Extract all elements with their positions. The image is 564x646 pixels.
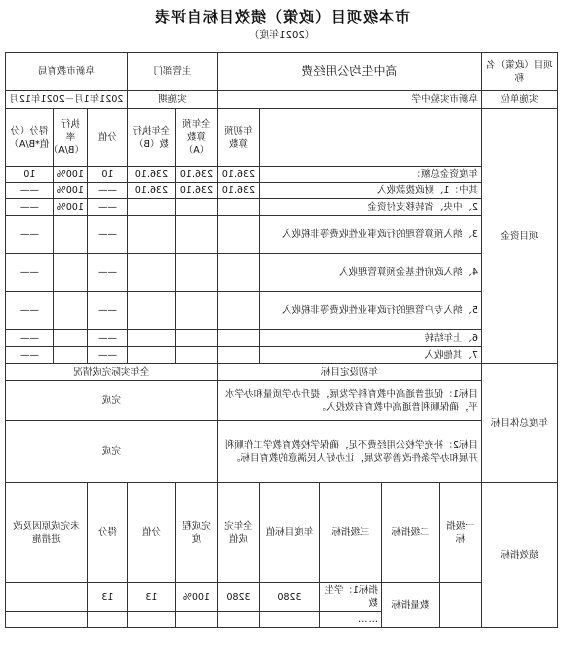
- ind-col-rate: 完成程度: [175, 483, 217, 583]
- indicator-rate: [175, 612, 217, 628]
- funds-row-label: 年度资金总额：: [260, 167, 482, 183]
- indicator-level1: [440, 583, 482, 628]
- goal-actual: 完成: [5, 381, 217, 421]
- ind-col-level3: 三级指标: [320, 483, 382, 583]
- document-title: 市本级项目（政策）绩效目标自评表: [154, 8, 411, 26]
- funds-cell: [175, 292, 217, 330]
- funds-row-label: 3、纳入预算管理的行政事业性收费等非税收入: [260, 216, 482, 254]
- indicator-level2: 数量指标: [382, 583, 440, 628]
- project-name-label: 项目（政策）名称: [482, 53, 558, 91]
- funds-cell: 236.10: [175, 167, 217, 183]
- indicator-rate: 100%: [175, 583, 217, 612]
- funds-cell: [53, 254, 87, 292]
- indicator-level3: 指标1：学生数: [320, 583, 382, 612]
- ind-col-done: 全年完成值: [217, 483, 259, 583]
- indicator-header-row: [5, 483, 557, 583]
- indicators-section-label: 绩效指标: [482, 483, 558, 628]
- funds-cell: [53, 347, 87, 364]
- funds-cell: [175, 199, 217, 216]
- goals-actual-header: 全年实际完成情况: [5, 364, 217, 381]
- funds-cell: ——: [87, 183, 127, 199]
- funds-cell: ——: [5, 199, 53, 216]
- funds-cell: [127, 292, 175, 330]
- funds-row-label: 2、中央、省转移支付资金: [260, 199, 482, 216]
- funds-header-row: [5, 109, 557, 167]
- dept-value: 阜新市教育局: [5, 53, 127, 91]
- unit-value: 阜新市实验中学: [217, 91, 481, 109]
- funds-row: [5, 167, 557, 183]
- funds-cell: [175, 347, 217, 364]
- funds-col-budget: 全年预算数（A）: [175, 109, 217, 167]
- project-name: 高中生均公用经费: [217, 53, 481, 91]
- unit-row: [5, 91, 557, 109]
- funds-cell: [217, 347, 259, 364]
- funds-cell: ——: [87, 330, 127, 347]
- funds-row-label: 5、纳入专户管理的行政事业性收费等非税收入: [260, 292, 482, 330]
- funds-cell: ——: [87, 254, 127, 292]
- funds-col-score: 得分（分值*B/A）: [5, 109, 53, 167]
- funds-cell: 100%: [53, 199, 87, 216]
- funds-cell: 236.10: [217, 167, 259, 183]
- funds-row: [5, 330, 557, 347]
- funds-cell: [175, 330, 217, 347]
- funds-row: [5, 216, 557, 254]
- period-value: 2021年1月－2021年12月: [5, 91, 127, 109]
- funds-cell: 100%: [53, 183, 87, 199]
- funds-col-rate: 执行率（B/A）: [53, 109, 87, 167]
- ind-col-points: 分值: [127, 483, 175, 583]
- funds-cell: ——: [5, 183, 53, 199]
- funds-cell: [127, 254, 175, 292]
- goal-plan: 目标2：补充学校公用经费不足，确保学校教育教学工作顺利开展和办学条件改善等发展，让办好人民满意的教育目标。: [217, 421, 481, 483]
- goal-row: [5, 381, 557, 421]
- indicator-done: 3280: [217, 583, 259, 612]
- funds-cell: [53, 330, 87, 347]
- indicator-points: 13: [127, 583, 175, 612]
- indicator-target: 3280: [260, 583, 320, 612]
- funds-col-points: 分值: [87, 109, 127, 167]
- goals-plan-header: 年初设定目标: [217, 364, 481, 381]
- ind-col-target: 年度目标值: [260, 483, 320, 583]
- funds-cell: ——: [87, 347, 127, 364]
- funds-row: [5, 254, 557, 292]
- funds-cell: ——: [87, 292, 127, 330]
- funds-cell: [53, 216, 87, 254]
- funds-cell: 236.10: [217, 183, 259, 199]
- funds-col-executed: 全年执行数（B）: [127, 109, 175, 167]
- indicator-reason: [5, 583, 87, 612]
- ind-col-level2: 二级指标: [382, 483, 440, 583]
- funds-cell: [217, 330, 259, 347]
- goals-section-label: 年度总体目标: [482, 364, 558, 483]
- indicator-target: [260, 612, 320, 628]
- funds-row: [5, 199, 557, 216]
- ind-col-level1: 一级指标: [440, 483, 482, 583]
- funds-cell: [217, 199, 259, 216]
- goals-header-row: [5, 364, 557, 381]
- ind-col-reason: 未完成原因及改进措施: [5, 483, 87, 583]
- funds-cell: 236.10: [127, 183, 175, 199]
- funds-row: [5, 292, 557, 330]
- indicator-done: [217, 612, 259, 628]
- document-subtitle: （2021年度）: [249, 30, 315, 41]
- indicator-level3: ……: [320, 612, 382, 628]
- indicator-row: [5, 583, 557, 612]
- funds-row: [5, 347, 557, 364]
- funds-cell: [127, 347, 175, 364]
- funds-cell: [53, 292, 87, 330]
- indicator-points: [127, 612, 175, 628]
- funds-row-label: 6、上年结转: [260, 330, 482, 347]
- indicator-score: 13: [87, 583, 127, 612]
- funds-cell: [175, 216, 217, 254]
- funds-cell: ——: [5, 347, 53, 364]
- project-name-row: [5, 53, 557, 91]
- goal-actual: 完成: [5, 421, 217, 483]
- funds-cell: ——: [87, 216, 127, 254]
- funds-cell: ——: [5, 254, 53, 292]
- funds-cell: [217, 254, 259, 292]
- funds-cell: [175, 254, 217, 292]
- funds-cell: [217, 216, 259, 254]
- funds-cell: [127, 330, 175, 347]
- goal-plan: 目标1：促进普通高中教育科学发展，提升办学质量和办学水平，确保顺利普通高中教育有效投入。: [217, 381, 481, 421]
- funds-row-label: 其中：1、财政拨款收入: [260, 183, 482, 199]
- evaluation-table: [5, 52, 558, 628]
- funds-cell: ——: [5, 216, 53, 254]
- funds-cell: ——: [5, 330, 53, 347]
- funds-cell: 236.10: [175, 183, 217, 199]
- dept-label: 主管部门: [127, 53, 217, 91]
- funds-cell: ——: [5, 292, 53, 330]
- funds-cell: [127, 216, 175, 254]
- funds-row: [5, 183, 557, 199]
- funds-cell: 10: [5, 167, 53, 183]
- funds-row-label: 7、其他收入: [260, 347, 482, 364]
- funds-col-initial: 年初预算数: [217, 109, 259, 167]
- funds-cell: [127, 199, 175, 216]
- period-label: 实施期: [127, 91, 217, 109]
- funds-cell: 236.10: [127, 167, 175, 183]
- funds-section-label: 项目资金: [482, 109, 558, 364]
- goal-row: [5, 421, 557, 483]
- indicator-score: [87, 612, 127, 628]
- funds-cell: 100%: [53, 167, 87, 183]
- indicator-reason: [5, 612, 87, 628]
- unit-label: 实施单位: [482, 91, 558, 109]
- funds-cell: [217, 292, 259, 330]
- ind-col-score: 得分: [87, 483, 127, 583]
- funds-cell: ——: [87, 199, 127, 216]
- funds-row-label: 4、纳入政府性基金预算管理收入: [260, 254, 482, 292]
- funds-cell: 10: [87, 167, 127, 183]
